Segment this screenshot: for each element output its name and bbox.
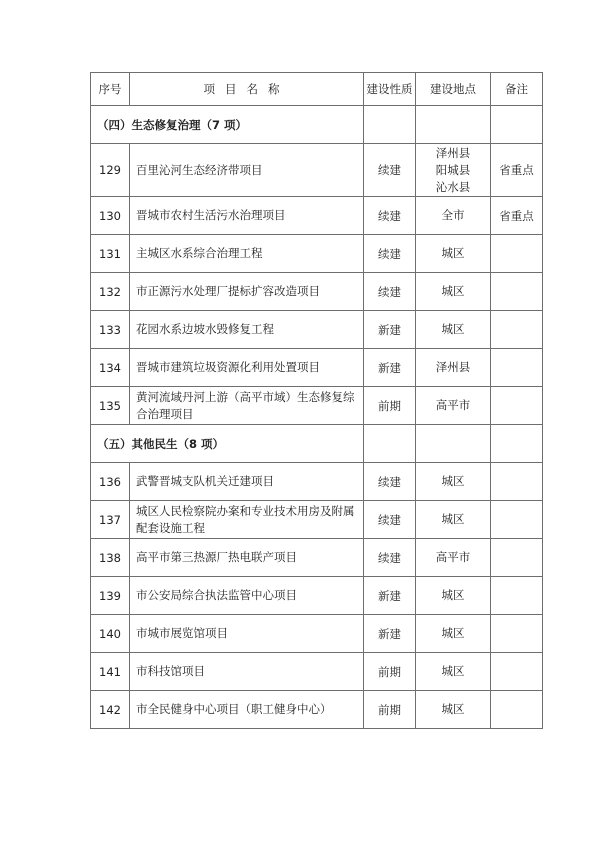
cell-name: 晋城市建筑垃圾资源化利用处置项目: [130, 349, 364, 387]
cell-type: 续建: [364, 463, 416, 501]
cell-type: 续建: [364, 144, 416, 197]
section-row: [91, 106, 543, 144]
cell-no: 137: [91, 501, 130, 539]
cell-no: 131: [91, 235, 130, 273]
cell-name: 市科技馆项目: [130, 653, 364, 691]
table-body: [91, 106, 543, 729]
cell-no: 130: [91, 197, 130, 235]
table-row: [91, 197, 543, 235]
table-row: [91, 501, 543, 539]
cell-name: 市城市展览馆项目: [130, 615, 364, 653]
cell-location: 高平市: [416, 539, 491, 577]
cell-type: 前期: [364, 691, 416, 729]
cell-no: 129: [91, 144, 130, 197]
cell-type: 续建: [364, 539, 416, 577]
cell-no: 134: [91, 349, 130, 387]
cell-name: 黄河流域丹河上游（高平市域）生态修复综合治理项目: [130, 387, 364, 425]
cell-type: 新建: [364, 615, 416, 653]
cell-note: [491, 349, 543, 387]
table-row: [91, 463, 543, 501]
cell-name: 市全民健身中心项目（职工健身中心）: [130, 691, 364, 729]
cell-no: 135: [91, 387, 130, 425]
cell-name: 市公安局综合执法监管中心项目: [130, 577, 364, 615]
table-row: [91, 311, 543, 349]
table-row: [91, 577, 543, 615]
section-title: （五）其他民生（8 项）: [91, 425, 364, 463]
cell-location: 泽州县 阳城县 沁水县: [416, 144, 491, 197]
table-row: [91, 387, 543, 425]
cell-no: 138: [91, 539, 130, 577]
cell-type: 续建: [364, 501, 416, 539]
cell-no: 139: [91, 577, 130, 615]
cell-location: 城区: [416, 691, 491, 729]
cell-name: 高平市第三热源厂热电联产项目: [130, 539, 364, 577]
header-no: 序号: [91, 73, 130, 106]
table-row: [91, 539, 543, 577]
empty-cell: [491, 106, 543, 144]
empty-cell: [416, 106, 491, 144]
cell-location: 城区: [416, 463, 491, 501]
cell-note: [491, 691, 543, 729]
cell-note: 省重点: [491, 197, 543, 235]
cell-no: 136: [91, 463, 130, 501]
cell-location: 城区: [416, 273, 491, 311]
cell-location: 城区: [416, 501, 491, 539]
cell-type: 新建: [364, 311, 416, 349]
section-row: [91, 425, 543, 463]
table-row: [91, 691, 543, 729]
cell-type: 前期: [364, 653, 416, 691]
cell-note: [491, 539, 543, 577]
cell-type: 新建: [364, 577, 416, 615]
cell-name: 市正源污水处理厂提标扩容改造项目: [130, 273, 364, 311]
cell-location: 城区: [416, 653, 491, 691]
cell-type: 续建: [364, 273, 416, 311]
cell-name: 城区人民检察院办案和专业技术用房及附属配套设施工程: [130, 501, 364, 539]
cell-note: [491, 653, 543, 691]
table-row: [91, 349, 543, 387]
cell-no: 132: [91, 273, 130, 311]
cell-note: [491, 463, 543, 501]
cell-note: [491, 235, 543, 273]
cell-location: 高平市: [416, 387, 491, 425]
cell-location: 全市: [416, 197, 491, 235]
cell-type: 续建: [364, 197, 416, 235]
cell-location: 城区: [416, 311, 491, 349]
cell-name: 晋城市农村生活污水治理项目: [130, 197, 364, 235]
cell-note: 省重点: [491, 144, 543, 197]
cell-note: [491, 615, 543, 653]
cell-name: 百里沁河生态经济带项目: [130, 144, 364, 197]
cell-note: [491, 577, 543, 615]
header-name: 项目名称: [130, 73, 364, 106]
table-row: [91, 144, 543, 197]
table-row: [91, 653, 543, 691]
header-location: 建设地点: [416, 73, 491, 106]
cell-location: 城区: [416, 235, 491, 273]
cell-name: 花园水系边坡水毁修复工程: [130, 311, 364, 349]
cell-type: 前期: [364, 387, 416, 425]
table-header-row: [91, 73, 543, 106]
empty-cell: [491, 425, 543, 463]
cell-location: 城区: [416, 615, 491, 653]
header-type: 建设性质: [364, 73, 416, 106]
project-table: [90, 72, 543, 729]
cell-note: [491, 501, 543, 539]
table-row: [91, 615, 543, 653]
header-note: 备注: [491, 73, 543, 106]
cell-no: 142: [91, 691, 130, 729]
cell-no: 141: [91, 653, 130, 691]
cell-no: 133: [91, 311, 130, 349]
cell-name: 主城区水系综合治理工程: [130, 235, 364, 273]
table-row: [91, 235, 543, 273]
cell-type: 续建: [364, 235, 416, 273]
section-title: （四）生态修复治理（7 项）: [91, 106, 364, 144]
cell-note: [491, 273, 543, 311]
table-row: [91, 273, 543, 311]
cell-note: [491, 311, 543, 349]
cell-no: 140: [91, 615, 130, 653]
cell-type: 新建: [364, 349, 416, 387]
empty-cell: [364, 425, 416, 463]
cell-location: 泽州县: [416, 349, 491, 387]
cell-location: 城区: [416, 577, 491, 615]
cell-note: [491, 387, 543, 425]
cell-name: 武警晋城支队机关迁建项目: [130, 463, 364, 501]
empty-cell: [416, 425, 491, 463]
empty-cell: [364, 106, 416, 144]
